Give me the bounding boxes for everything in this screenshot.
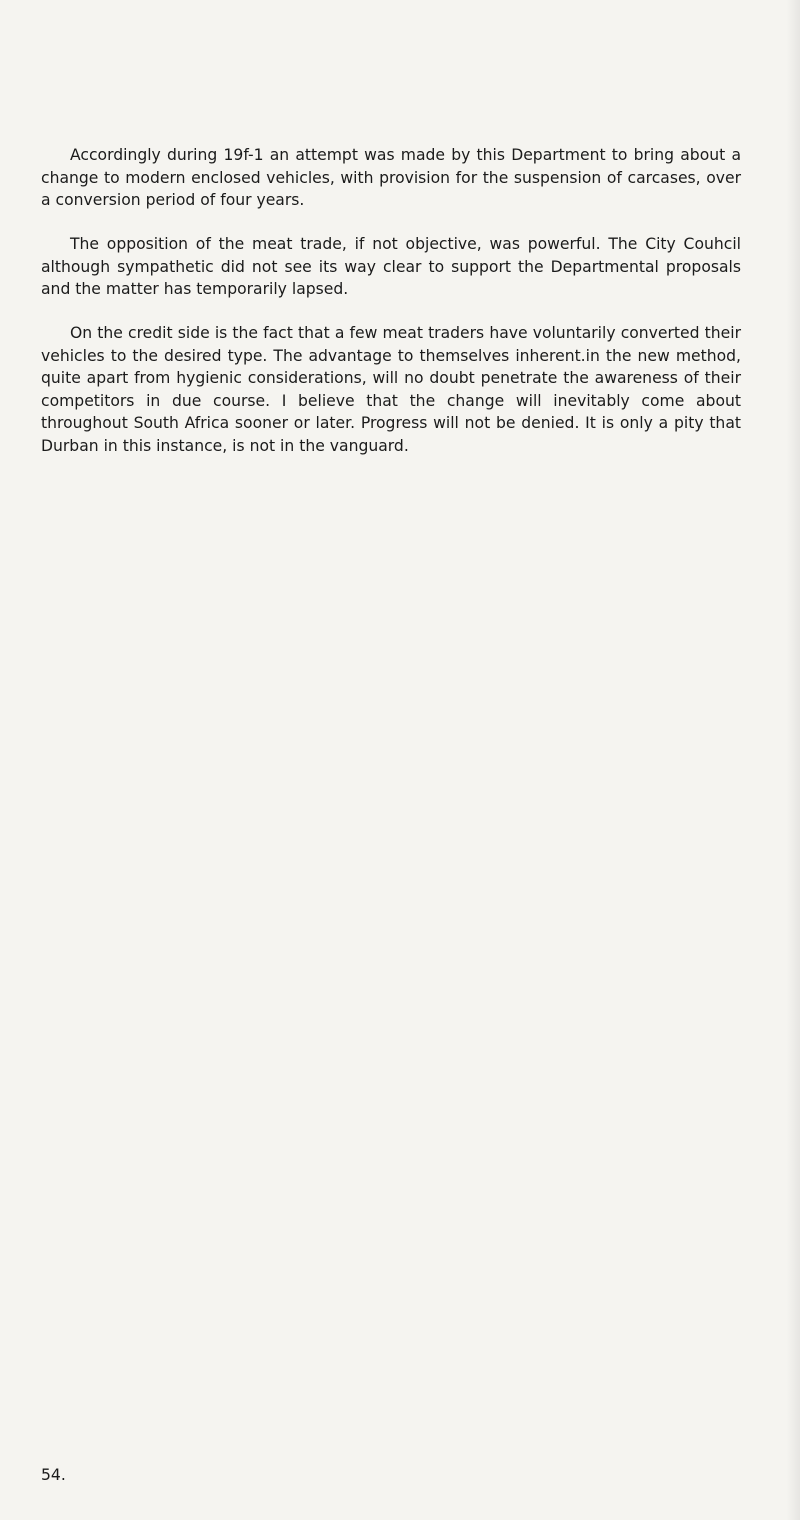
paragraph-vehicle-conversion: Accordingly during 19f-1 an attempt was made by this Department to bring about a change to modern enclosed vehicles, with provision for the suspension of carcases, over a conversion period of four years. xyxy=(41,146,741,209)
page-number: 54. xyxy=(41,1466,66,1484)
paragraph-credit-side: On the credit side is the fact that a few meat traders have voluntarily converted their vehicles to the desired type. The advantage to themselves inherent.in the new method, quite apart from hygienic considerations, will no doubt penetrate the awareness of their competitors in due course. I believe that the change will inevitably come about throughout South Africa sooner or later. Progress will not be denied. It is only a pity that Durban in this instance, is not in the vanguard. xyxy=(41,324,741,455)
paragraph-meat-trade-opposition: The opposition of the meat trade, if not objective, was powerful. The City Couhcil although sympathetic did not see its way clear to support the Departmental proposals and the matter has temporarily lapsed. xyxy=(41,235,741,298)
page-edge-shadow xyxy=(786,0,800,1520)
